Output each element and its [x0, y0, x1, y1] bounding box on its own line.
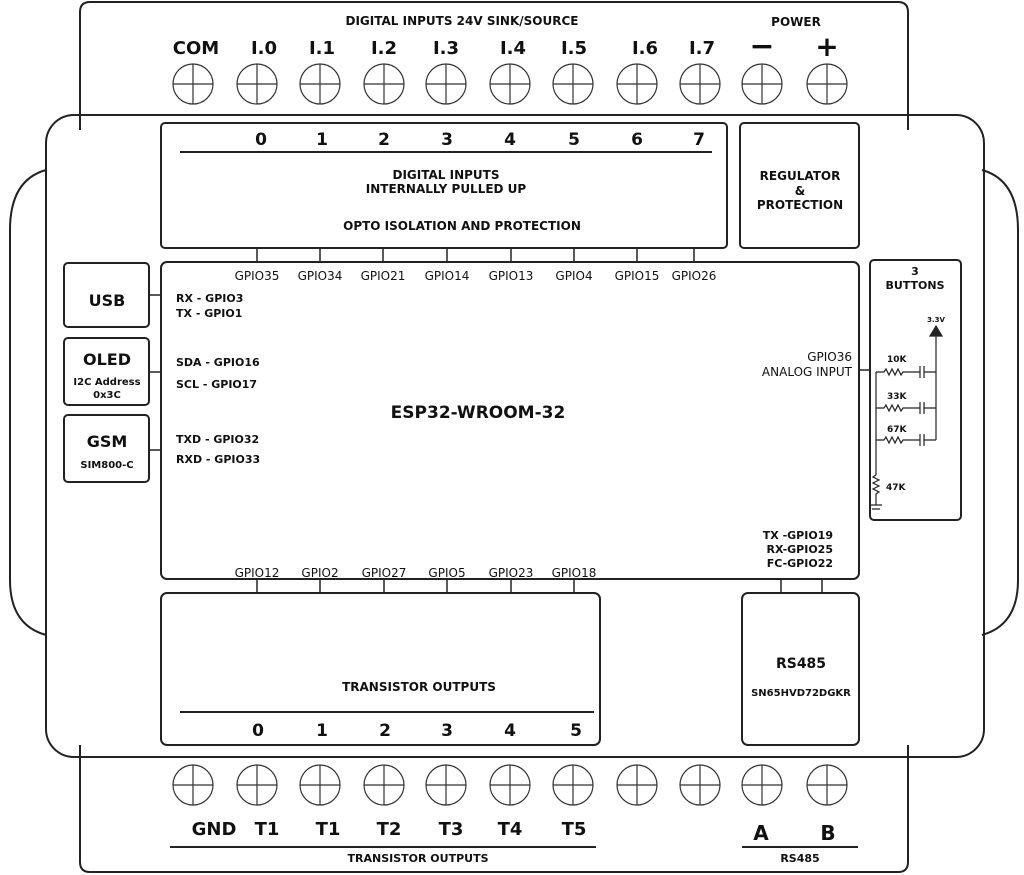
transistor-number-1: 1 — [316, 721, 328, 741]
oled-address: 0x3C — [93, 390, 121, 401]
esp32-name: ESP32-WROOM-32 — [390, 403, 566, 423]
resistor-33k-label: 33K — [887, 392, 907, 402]
bottom-gpio-2: GPIO27 — [361, 566, 407, 580]
gsm-chip: SIM800-C — [80, 460, 134, 471]
bottom-gpio-0: GPIO12 — [234, 566, 280, 580]
top-gpio-2: GPIO21 — [360, 269, 406, 283]
di-line3: OPTO ISOLATION AND PROTECTION — [343, 219, 581, 233]
bottom-terminal-label-5: T4 — [497, 819, 523, 840]
rs485-rx-pin: RX-GPIO25 — [766, 543, 833, 556]
bottom-screw-5 — [490, 765, 530, 805]
di-line2: INTERNALLY PULLED UP — [365, 182, 527, 196]
bottom-screw-6 — [553, 765, 593, 805]
gsm-label: GSM — [86, 432, 128, 451]
bottom-screw-4 — [426, 765, 466, 805]
buttons-schematic — [870, 326, 942, 509]
oled-i2c-label: I2C Address — [73, 377, 141, 388]
bottom-terminal-label-0: GND — [191, 819, 237, 840]
rs485-tx-pin: TX -GPIO19 — [762, 529, 833, 542]
top-screw-2 — [300, 64, 340, 104]
terminal-a: A — [753, 821, 769, 845]
di-number-3: 3 — [441, 130, 453, 150]
bottom-rs485-label: RS485 — [780, 852, 820, 865]
top-screw-3 — [364, 64, 404, 104]
resistor-10k-label: 10K — [887, 355, 907, 365]
regulator-line1: REGULATOR — [759, 169, 841, 183]
bottom-screw-7 — [617, 765, 657, 805]
usb-rx-pin: RX - GPIO3 — [176, 292, 244, 305]
bottom-screw-3 — [364, 765, 404, 805]
top-gpio-4: GPIO13 — [488, 269, 534, 283]
transistor-number-2: 2 — [379, 721, 391, 741]
gsm-rxd-pin: RXD - GPIO33 — [176, 453, 261, 466]
power-plus: + — [815, 30, 839, 63]
top-screw-4 — [426, 64, 466, 104]
top-screw-8 — [680, 64, 720, 104]
top-terminal-label-1: I.0 — [250, 38, 278, 59]
bottom-gpio-1: GPIO2 — [301, 566, 339, 580]
di-line1: DIGITAL INPUTS — [392, 168, 500, 182]
top-strip-title: DIGITAL INPUTS 24V SINK/SOURCE — [345, 14, 579, 28]
transistor-number-0: 0 — [252, 721, 264, 741]
buttons-title: BUTTONS — [885, 279, 945, 292]
top-screw-9 — [742, 64, 782, 104]
analog-label: ANALOG INPUT — [761, 365, 852, 379]
transistor-number-3: 3 — [441, 721, 453, 741]
top-screw-0 — [173, 64, 213, 104]
bottom-screw-1 — [237, 765, 277, 805]
top-terminal-label-8: I.7 — [688, 38, 716, 59]
di-number-5: 5 — [568, 130, 580, 150]
bottom-gpio-3: GPIO5 — [428, 566, 466, 580]
bottom-screw-8 — [680, 765, 720, 805]
top-screw-1 — [237, 64, 277, 104]
di-number-2: 2 — [378, 130, 390, 150]
usb-label: USB — [88, 291, 126, 310]
di-number-6: 6 — [631, 130, 643, 150]
transistor-title: TRANSISTOR OUTPUTS — [342, 680, 496, 694]
bottom-terminal-label-3: T2 — [376, 819, 402, 840]
top-gpio-0: GPIO35 — [234, 269, 280, 283]
bottom-transistor-label: TRANSISTOR OUTPUTS — [347, 852, 489, 865]
bottom-terminal-label-4: T3 — [438, 819, 464, 840]
resistor-47k-label: 47K — [886, 483, 906, 493]
oled-label: OLED — [82, 350, 132, 369]
left-rail — [10, 170, 46, 635]
bottom-terminal-label-6: T5 — [561, 819, 587, 840]
top-terminal-label-2: I.1 — [308, 38, 336, 59]
top-screw-5 — [490, 64, 530, 104]
resistor-67k-label: 67K — [887, 425, 907, 435]
power-title: POWER — [771, 15, 821, 29]
top-terminal-label-7: I.6 — [631, 38, 659, 59]
top-terminal-label-5: I.4 — [499, 38, 527, 59]
top-gpio-7: GPIO26 — [671, 269, 717, 283]
rs485-title: RS485 — [775, 656, 827, 672]
bottom-gpio-5: GPIO18 — [551, 566, 597, 580]
bottom-terminal-label-2: T1 — [315, 819, 341, 840]
bottom-screw-0 — [173, 765, 213, 805]
bottom-screw-9 — [742, 765, 782, 805]
top-terminal-label-3: I.2 — [370, 38, 398, 59]
top-terminal-label-4: I.3 — [432, 38, 460, 59]
top-gpio-6: GPIO15 — [614, 269, 660, 283]
top-screw-7 — [617, 64, 657, 104]
power-minus: − — [749, 29, 775, 64]
buttons-count: 3 — [911, 265, 919, 278]
top-screw-6 — [553, 64, 593, 104]
buttons-block — [870, 260, 961, 520]
regulator-line3: PROTECTION — [756, 198, 844, 212]
di-number-4: 4 — [504, 130, 516, 150]
analog-gpio: GPIO36 — [807, 350, 852, 364]
terminal-b: B — [820, 821, 836, 845]
top-terminal-label-0: COM — [172, 38, 220, 59]
rs485-fc-pin: FC-GPIO22 — [766, 557, 833, 570]
oled-scl-pin: SCL - GPIO17 — [176, 378, 258, 391]
right-rail — [982, 170, 1018, 635]
gsm-txd-pin: TXD - GPIO32 — [176, 433, 260, 446]
di-number-0: 0 — [255, 130, 267, 150]
rs485-chip: SN65HVD72DGKR — [751, 688, 851, 699]
bottom-gpio-4: GPIO23 — [488, 566, 534, 580]
bottom-terminal-label-1: T1 — [254, 819, 280, 840]
transistor-number-4: 4 — [504, 721, 516, 741]
top-gpio-1: GPIO34 — [297, 269, 343, 283]
top-screw-10 — [807, 64, 847, 104]
top-gpio-3: GPIO14 — [424, 269, 470, 283]
top-gpio-5: GPIO4 — [555, 269, 593, 283]
transistor-number-5: 5 — [570, 721, 582, 741]
di-number-7: 7 — [693, 130, 705, 150]
usb-tx-pin: TX - GPIO1 — [176, 307, 243, 320]
top-terminal-label-6: I.5 — [560, 38, 588, 59]
di-number-1: 1 — [316, 130, 328, 150]
bottom-screw-10 — [807, 765, 847, 805]
oled-sda-pin: SDA - GPIO16 — [176, 356, 260, 369]
regulator-line2: & — [794, 184, 806, 198]
supply-voltage: 3.3V — [927, 316, 945, 324]
bottom-screw-2 — [300, 765, 340, 805]
